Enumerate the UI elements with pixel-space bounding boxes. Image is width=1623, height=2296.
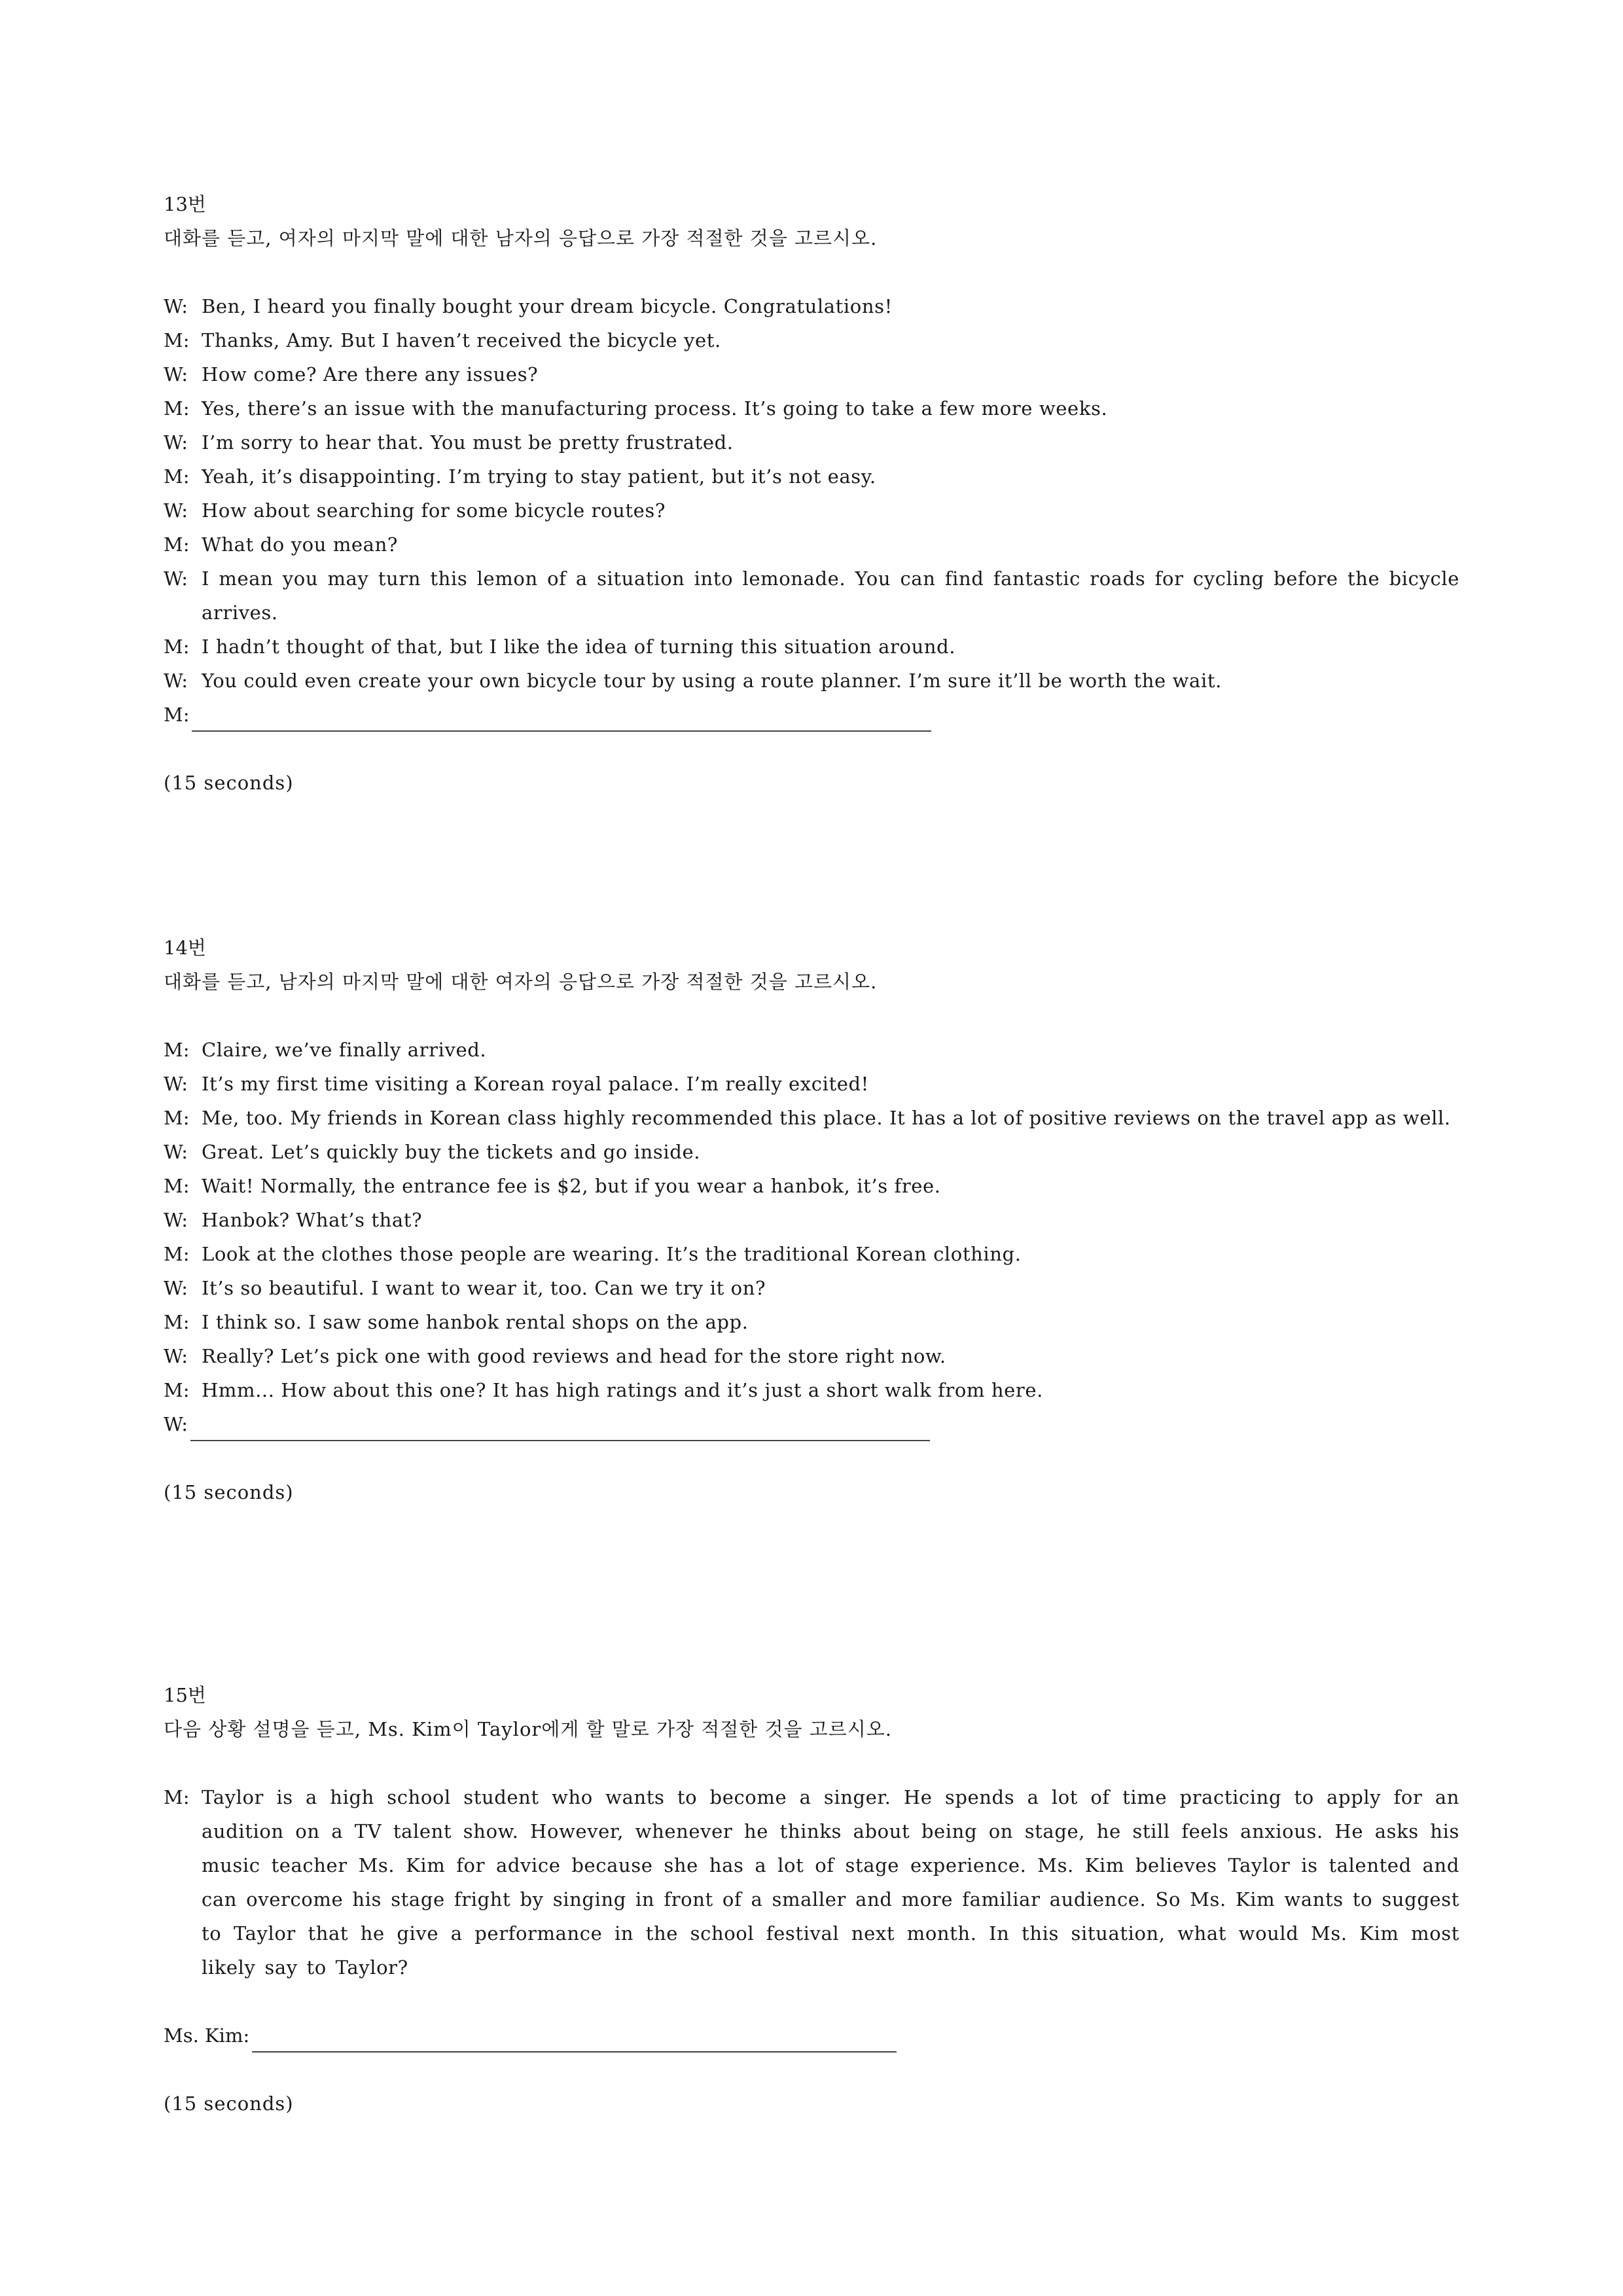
speaker-label: W: [164, 363, 188, 386]
answer-line [164, 1407, 1459, 1441]
question-instruction: 대화를 듣고, 남자의 마지막 말에 대한 여자의 응답으로 가장 적절한 것을 고르시오. [164, 971, 878, 993]
speaker-label: M: [164, 1243, 190, 1265]
dialogue-line [164, 1203, 1459, 1237]
dialogue-line [164, 391, 1459, 425]
dialogue [164, 1033, 1459, 1441]
answer-blank [252, 2028, 897, 2053]
speaker-label: M: [164, 465, 190, 488]
utterance-text: Taylor is a high school student who wants to become a singer. He spends a lot of time practicing to apply for an audition on a TV talent show. However, whenever he thinks about being on stage, he still feels anxious. He asks his music teacher Ms. Kim for advice because she has a lot of stage experience. Ms. Kim believes Taylor is talented and can overcome his stage fright by singing in front of a smaller and more familiar audience. So Ms. Kim wants to suggest to Taylor that he give a performance in the school festival next month. In this situation, what would Ms. Kim most likely say to Taylor? [202, 1786, 1459, 1979]
utterance-text: Ben, I heard you finally bought your dream bicycle. Congratulations! [202, 295, 893, 317]
dialogue-line [164, 1067, 1459, 1101]
speaker-label: M: [164, 1379, 190, 1401]
speaker-label: W: [164, 295, 188, 317]
question-number: 13번 [164, 193, 206, 215]
utterance-text: I mean you may turn this lemon of a situation into lemonade. You can find fantastic roads for cycling before the bicycle arrives. [202, 567, 1459, 624]
question-number: 14번 [164, 937, 206, 959]
utterance-text: Thanks, Amy. But I haven’t received the bicycle yet. [202, 329, 721, 351]
dialogue-line [164, 528, 1459, 562]
answer-speaker-label: M: [164, 704, 190, 726]
utterance-text: It’s so beautiful. I want to wear it, too. Can we try it on? [202, 1277, 766, 1299]
dialogue-line [164, 1033, 1459, 1067]
utterance-text: I’m sorry to hear that. You must be pretty frustrated. [202, 431, 734, 454]
dialogue-line [164, 630, 1459, 664]
answer-line [164, 698, 1459, 732]
utterance-text: It’s my first time visiting a Korean royal palace. I’m really excited! [202, 1073, 869, 1095]
question-instruction: 다음 상황 설명을 듣고, Ms. Kim이 Taylor에게 할 말로 가장 적절한 것을 고르시오. [164, 1718, 893, 1740]
speaker-label: W: [164, 431, 188, 454]
utterance-text: Look at the clothes those people are wearing. It’s the traditional Korean clothing. [202, 1243, 1022, 1265]
utterance-text: Great. Let’s quickly buy the tickets and go inside. [202, 1141, 701, 1163]
answer-line [164, 2018, 1459, 2053]
dialogue-line [164, 664, 1459, 698]
utterance-text: Claire, we’ve finally arrived. [202, 1039, 487, 1061]
dialogue-line [164, 425, 1459, 459]
dialogue-line [164, 493, 1459, 528]
utterance-text: How come? Are there any issues? [202, 363, 539, 386]
question-13 [164, 187, 1459, 800]
time-note: (15 seconds) [164, 1481, 294, 1503]
utterance-text: I hadn’t thought of that, but I like the idea of turning this situation around. [202, 636, 956, 658]
speaker-label: W: [164, 670, 188, 692]
utterance-text: You could even create your own bicycle tour by using a route planner. I’m sure it’ll be worth the wait. [202, 670, 1222, 692]
speaker-label: W: [164, 1277, 188, 1299]
dialogue-line [164, 562, 1459, 630]
speaker-label: W: [164, 1345, 188, 1367]
answer-blank [192, 707, 931, 732]
utterance-text: Yes, there’s an issue with the manufacturing process. It’s going to take a few more weeks. [202, 397, 1108, 420]
time-note: (15 seconds) [164, 772, 294, 794]
dialogue-line [164, 1339, 1459, 1373]
utterance-text: Hmm... How about this one? It has high ratings and it’s just a short walk from here. [202, 1379, 1043, 1401]
time-note: (15 seconds) [164, 2092, 294, 2115]
dialogue-line [164, 1135, 1459, 1169]
narration [164, 1780, 1459, 1984]
utterance-text: I think so. I saw some hanbok rental shops on the app. [202, 1311, 749, 1333]
speaker-label: M: [164, 397, 190, 420]
speaker-label: W: [164, 1141, 188, 1163]
utterance-text: What do you mean? [202, 533, 399, 556]
speaker-label: W: [164, 499, 188, 522]
speaker-label: M: [164, 636, 190, 658]
dialogue-line [164, 1271, 1459, 1305]
question-instruction: 대화를 듣고, 여자의 마지막 말에 대한 남자의 응답으로 가장 적절한 것을 고르시오. [164, 227, 878, 249]
utterance-text: Yeah, it’s disappointing. I’m trying to stay patient, but it’s not easy. [202, 465, 876, 488]
dialogue-line [164, 1101, 1459, 1135]
dialogue-line [164, 323, 1459, 357]
question-14 [164, 931, 1459, 1509]
speaker-label: M: [164, 1107, 190, 1129]
dialogue-line [164, 1237, 1459, 1271]
speaker-label: M: [164, 1311, 190, 1333]
utterance-text: Really? Let’s pick one with good reviews and head for the store right now. [202, 1345, 946, 1367]
speaker-label: M: [164, 1175, 190, 1197]
speaker-label: W: [164, 1073, 188, 1095]
narration-line [164, 1780, 1459, 1984]
dialogue-line [164, 289, 1459, 323]
speaker-label: W: [164, 567, 188, 590]
speaker-label: M: [164, 1039, 190, 1061]
dialogue-line [164, 357, 1459, 391]
answer-speaker-label: W: [164, 1413, 188, 1435]
question-number: 15번 [164, 1684, 206, 1706]
utterance-text: Wait! Normally, the entrance fee is $2, but if you wear a hanbok, it’s free. [202, 1175, 941, 1197]
speaker-label: M: [164, 1786, 190, 1808]
utterance-text: Me, too. My friends in Korean class highly recommended this place. It has a lot of positive reviews on the travel app as well. [202, 1107, 1451, 1129]
speaker-label: M: [164, 329, 190, 351]
dialogue-line [164, 1373, 1459, 1407]
speaker-label: M: [164, 533, 190, 556]
dialogue-line [164, 1169, 1459, 1203]
dialogue-line [164, 459, 1459, 493]
dialogue-line [164, 1305, 1459, 1339]
question-15 [164, 1678, 1459, 2121]
utterance-text: Hanbok? What’s that? [202, 1209, 423, 1231]
dialogue [164, 289, 1459, 732]
answer-blank [190, 1416, 930, 1441]
answer-speaker-label: Ms. Kim: [164, 2024, 250, 2047]
speaker-label: W: [164, 1209, 188, 1231]
utterance-text: How about searching for some bicycle routes? [202, 499, 666, 522]
